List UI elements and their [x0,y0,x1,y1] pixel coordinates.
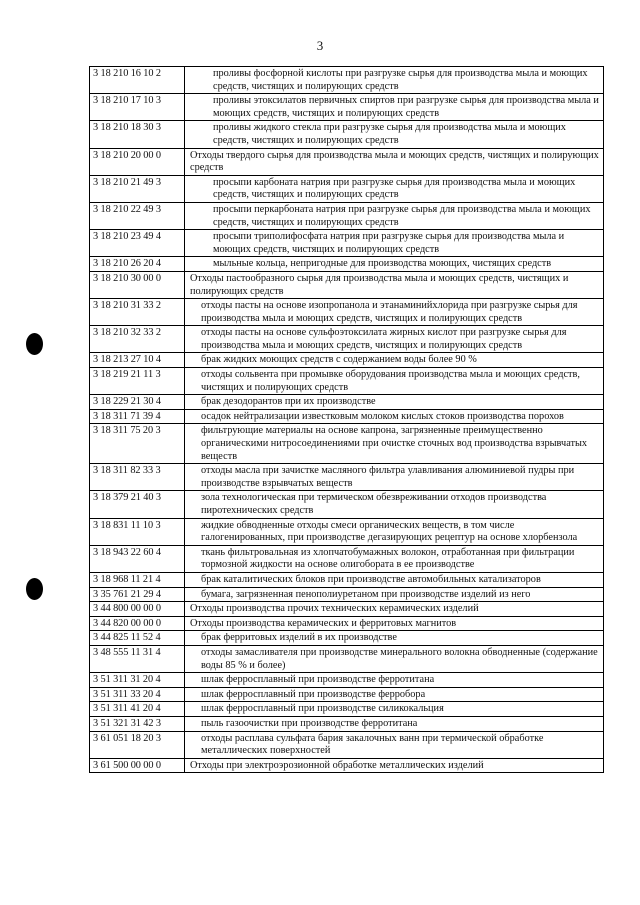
waste-code-cell: 3 18 311 75 20 3 [90,424,185,464]
table-row [90,587,604,602]
waste-code-cell: 3 18 311 71 39 4 [90,409,185,424]
table-row [90,368,604,395]
waste-description-cell: осадок нейтрализации известковым молоком кислых стоков производства порохов [185,409,604,424]
waste-description-cell: проливы фосфорной кислоты при разгрузке сырья для производства мыла и моющих средств, чистящих и полирующих средств [185,67,604,94]
waste-code-cell: 3 35 761 21 29 4 [90,587,185,602]
table-row [90,616,604,631]
table-row [90,464,604,491]
table-row [90,67,604,94]
table-row [90,202,604,229]
waste-code-cell: 3 18 311 82 33 3 [90,464,185,491]
waste-description-cell: Отходы при электроэрозионной обработке металлических изделий [185,758,604,773]
table-row [90,230,604,257]
waste-description-cell: отходы замасливателя при производстве минерального волокна обводненные (содержание воды 85 % и более) [185,645,604,672]
waste-code-cell: 3 44 820 00 00 0 [90,616,185,631]
waste-code-cell: 3 61 500 00 00 0 [90,758,185,773]
waste-code-cell: 3 18 210 30 00 0 [90,271,185,298]
waste-code-cell: 3 18 210 21 49 3 [90,175,185,202]
waste-code-cell: 3 51 321 31 42 3 [90,716,185,731]
waste-description-cell: отходы пасты на основе сульфоэтоксилата жирных кислот при разгрузке сырья для производства мыла и моющих средств, чистящих и полирующих средств [185,326,604,353]
waste-code-cell: 3 18 213 27 10 4 [90,353,185,368]
waste-description-cell: брак каталитических блоков при производстве автомобильных катализаторов [185,572,604,587]
waste-code-cell: 3 51 311 41 20 4 [90,702,185,717]
waste-codes-table [89,66,604,773]
waste-description-cell: Отходы твердого сырья для производства мыла и моющих средств, чистящих и полирующих средств [185,148,604,175]
table-row [90,424,604,464]
table-row [90,602,604,617]
table-row [90,395,604,410]
waste-code-cell: 3 18 210 20 00 0 [90,148,185,175]
waste-description-cell: фильтрующие материалы на основе капрона, загрязненные преимущественно органическими нитросоединениями при очистке сточных вод производства взрывчатых веществ [185,424,604,464]
table-row [90,326,604,353]
waste-description-cell: отходы масла при зачистке масляного фильтра улавливания алюминиевой пудры при производстве взрывчатых веществ [185,464,604,491]
waste-code-cell: 3 44 800 00 00 0 [90,602,185,617]
waste-description-cell: отходы расплава сульфата бария закалочных ванн при термической обработке металлических поверхностей [185,731,604,758]
waste-code-cell: 3 18 229 21 30 4 [90,395,185,410]
table-row [90,673,604,688]
waste-description-cell: брак ферритовых изделий в их производстве [185,631,604,646]
table-row [90,491,604,518]
waste-code-cell: 3 18 210 22 49 3 [90,202,185,229]
waste-description-cell: отходы пасты на основе изопропанола и этанаминийхлорида при разгрузке сырья для производства мыла и моющих средств, чистящих и полирующих средств [185,299,604,326]
punch-hole-top [26,333,43,355]
waste-description-cell: шлак ферросплавный при производстве ферротитана [185,673,604,688]
waste-code-cell: 3 18 210 23 49 4 [90,230,185,257]
waste-description-cell: просыпи перкарбоната натрия при разгрузке сырья для производства мыла и моющих средств, чистящих и полирующих средств [185,202,604,229]
waste-code-cell: 3 18 210 17 10 3 [90,94,185,121]
table-row [90,572,604,587]
waste-code-cell: 3 18 219 21 11 3 [90,368,185,395]
waste-description-cell: Отходы производства керамических и ферритовых магнитов [185,616,604,631]
table-row [90,148,604,175]
waste-code-cell: 3 18 379 21 40 3 [90,491,185,518]
waste-code-cell: 3 18 968 11 21 4 [90,572,185,587]
waste-description-cell: пыль газоочистки при производстве ферротитана [185,716,604,731]
table-row [90,687,604,702]
waste-description-cell: шлак ферросплавный при производстве силикокальция [185,702,604,717]
table-row [90,716,604,731]
waste-description-cell: жидкие обводненные отходы смеси органических веществ, в том числе галогенированных, при производстве дегазирующих рецептур на основе хлорбензола [185,518,604,545]
table-row [90,758,604,773]
table-row [90,409,604,424]
table-row [90,299,604,326]
waste-description-cell: проливы этоксилатов первичных спиртов при разгрузке сырья для производства мыла и моющих средств, чистящих и полирующих средств [185,94,604,121]
waste-code-cell: 3 18 210 18 30 3 [90,121,185,148]
waste-description-cell: Отходы производства прочих технических керамических изделий [185,602,604,617]
waste-code-cell: 3 18 831 11 10 3 [90,518,185,545]
waste-code-cell: 3 51 311 33 20 4 [90,687,185,702]
waste-description-cell: бумага, загрязненная пенополиуретаном при производстве изделий из него [185,587,604,602]
waste-description-cell: брак дезодорантов при их производстве [185,395,604,410]
table-row [90,353,604,368]
waste-description-cell: ткань фильтровальная из хлопчатобумажных волокон, отработанная при фильтрации тормозной жидкости на основе олигобората в ее производстве [185,545,604,572]
waste-description-cell: зола технологическая при термическом обезвреживании отходов производства пиротехнических средств [185,491,604,518]
table-row [90,271,604,298]
waste-code-cell: 3 48 555 11 31 4 [90,645,185,672]
table-row [90,518,604,545]
waste-description-cell: шлак ферросплавный при производстве ферробора [185,687,604,702]
waste-codes-table-body [90,67,604,773]
waste-description-cell: просыпи карбоната натрия при разгрузке сырья для производства мыла и моющих средств, чистящих и полирующих средств [185,175,604,202]
waste-description-cell: брак жидких моющих средств с содержанием воды более 90 % [185,353,604,368]
waste-code-cell: 3 18 210 31 33 2 [90,299,185,326]
waste-code-cell: 3 18 943 22 60 4 [90,545,185,572]
waste-description-cell: мыльные кольца, непригодные для производства моющих, чистящих средств [185,257,604,272]
table-row [90,121,604,148]
table-row [90,545,604,572]
waste-description-cell: Отходы пастообразного сырья для производства мыла и моющих средств, чистящих и полирующих средств [185,271,604,298]
waste-code-cell: 3 18 210 32 33 2 [90,326,185,353]
table-row [90,702,604,717]
waste-code-cell: 3 51 311 31 20 4 [90,673,185,688]
table-row [90,175,604,202]
table-row [90,645,604,672]
waste-description-cell: отходы сольвента при промывке оборудования производства мыла и моющих средств, чистящих и полирующих средств [185,368,604,395]
waste-code-cell: 3 61 051 18 20 3 [90,731,185,758]
waste-code-cell: 3 18 210 26 20 4 [90,257,185,272]
page-number: 3 [316,38,324,53]
waste-code-cell: 3 18 210 16 10 2 [90,67,185,94]
punch-hole-bottom [26,578,43,600]
waste-description-cell: проливы жидкого стекла при разгрузке сырья для производства мыла и моющих средств, чистящих и полирующих средств [185,121,604,148]
table-row [90,731,604,758]
table-row [90,257,604,272]
table-row [90,631,604,646]
table-row [90,94,604,121]
waste-description-cell: просыпи триполифосфата натрия при разгрузке сырья для производства мыла и моющих средств, чистящих и полирующих средств [185,230,604,257]
waste-code-cell: 3 44 825 11 52 4 [90,631,185,646]
